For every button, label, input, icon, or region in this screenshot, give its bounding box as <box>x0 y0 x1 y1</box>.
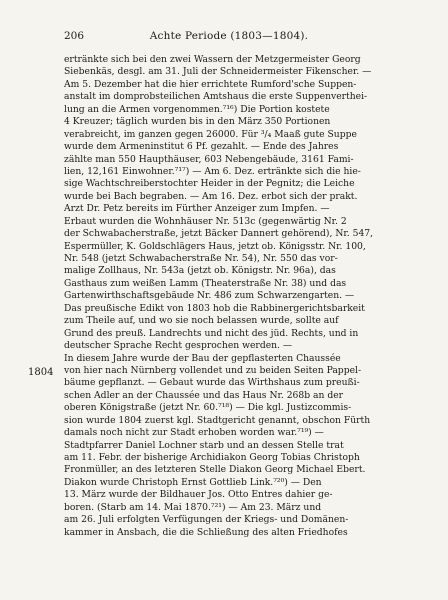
margin-year-label: 1804 <box>28 367 54 378</box>
text-line: ertränkte sich bei den zwei Wassern der Metzgermeister Georg <box>64 54 361 65</box>
text-line: Erbaut wurden die Wohnhäuser Nr. 513c (gegenwärtig Nr. 2 <box>64 215 347 227</box>
text-line: Nr. 548 (jetzt Schwabacherstraße Nr. 54), Nr. 550 das vor- <box>64 253 338 264</box>
text-line: zählte man 550 Haupthäuser, 603 Nebengebäude, 3161 Fami- <box>64 153 354 165</box>
text-line: schen Adler an der Chaussée und das Haus Nr. 268b an der <box>64 389 344 401</box>
text-line: boren. (Starb am 14. Mai 1870.⁷²¹) — Am 23. März und <box>64 501 322 513</box>
text-line: lung an die Armen vorgenommen.⁷¹⁶) Die Portion kostete <box>64 103 330 115</box>
text-line: der Schwabacherstraße, jetzt Bäcker Dannert gehörend), Nr. 547, <box>64 228 374 240</box>
text-line: lien, 12,161 Einwohner.⁷¹⁷) — Am 6. Dez. ertränkte sich die hie- <box>64 165 361 177</box>
text-line: am 26. Juli erfolgten Verfügungen der Kriegs- und Domänen- <box>64 514 349 526</box>
text-line: damals noch nicht zur Stadt erhoben worden war.⁷¹⁹) — <box>64 427 324 439</box>
text-line: Arzt Dr. Petz bereits im Fürther Anzeiger zum Impfen. — <box>64 203 330 215</box>
text-line: sion wurde 1804 zuerst kgl. Stadtgericht genannt, obschon Fürth <box>64 414 371 426</box>
text-line: malige Zollhaus, Nr. 543a (jetzt ob. Königstr. Nr. 96a), das <box>64 265 336 277</box>
text-line: Am 5. Dezember hat die hier errichtete Rumford'sche Suppen- <box>64 78 357 90</box>
text-line: Gartenwirthschaftsgebäude Nr. 486 zum Schwarzengarten. — <box>64 290 355 302</box>
page-header <box>64 28 394 44</box>
text-line: anstalt im domprobsteilichen Amtshaus die erste Suppenverthei- <box>64 91 368 103</box>
text-line: oberen Königstraße (jetzt Nr. 60.⁷¹⁸) — Die kgl. Justizcommis- <box>64 402 352 414</box>
text-line: wurde bei Bach begraben. — Am 16. Dez. erbot sich der prakt. <box>64 190 358 202</box>
text-line: bäume gepflanzt. — Gebaut wurde das Wirthshaus zum preußi- <box>64 377 360 389</box>
text-line: kammer in Ansbach, die die Schließung des alten Friedhofes <box>64 526 348 538</box>
text-line: sige Wachtschreiberstochter Heider in der Pegnitz; die Leiche <box>64 178 355 190</box>
text-line: 4 Kreuzer; täglich wurden bis in den März 350 Portionen <box>64 116 331 128</box>
page-number: 206 <box>64 30 85 42</box>
text-line: wurde dem Armeninstitut 6 Pf. gezahlt. — Ende des Jahres <box>64 141 339 153</box>
text-line: von hier nach Nürnberg vollendet und zu beiden Seiten Pappel- <box>64 364 362 376</box>
text-line: Gasthaus zum weißen Lamm (Theaterstraße Nr. 38) und das <box>64 277 347 289</box>
text-line: Espermüller, K. Goldschlägers Haus, jetzt ob. Königsstr. Nr. 100, <box>64 240 366 252</box>
text-line: In diesem Jahre wurde der Bau der gepflasterten Chaussée <box>64 352 341 364</box>
text-line: Diakon wurde Christoph Ernst Gottlieb Link.⁷²⁰) — Den <box>64 476 322 488</box>
text-line: deutscher Sprache Recht gesprochen werden. — <box>64 340 293 352</box>
text-line: Grund des preuß. Landrechts und nicht des jüd. Rechts, und in <box>64 327 359 339</box>
text-line: Das preußische Edikt von 1803 hob die Rabbinergerichtsbarkeit <box>64 302 365 314</box>
text-line: Fronmüller, an des letzteren Stelle Diakon Georg Michael Ebert. <box>64 464 366 476</box>
text-line: zum Theile auf, und wo sie noch belassen wurde, sollte auf <box>64 315 339 327</box>
text-line: am 11. Febr. der bisherige Archidiakon Georg Tobias Christoph <box>64 452 360 463</box>
running-head: Achte Periode (1803—1804). <box>149 30 309 42</box>
text-line: verabreicht, im ganzen gegen 26000. Für ³/₄ Maaß gute Suppe <box>64 128 357 140</box>
text-line: 13. März wurde der Bildhauer Jos. Otto Entres dahier ge- <box>64 489 333 501</box>
text-line: Stadtpfarrer Daniel Lochner starb und an dessen Stelle trat <box>64 439 344 451</box>
body-text <box>64 54 394 539</box>
text-line: Siebenkäs, desgl. am 31. Juli der Schneidermeister Fikenscher. — <box>64 66 372 78</box>
